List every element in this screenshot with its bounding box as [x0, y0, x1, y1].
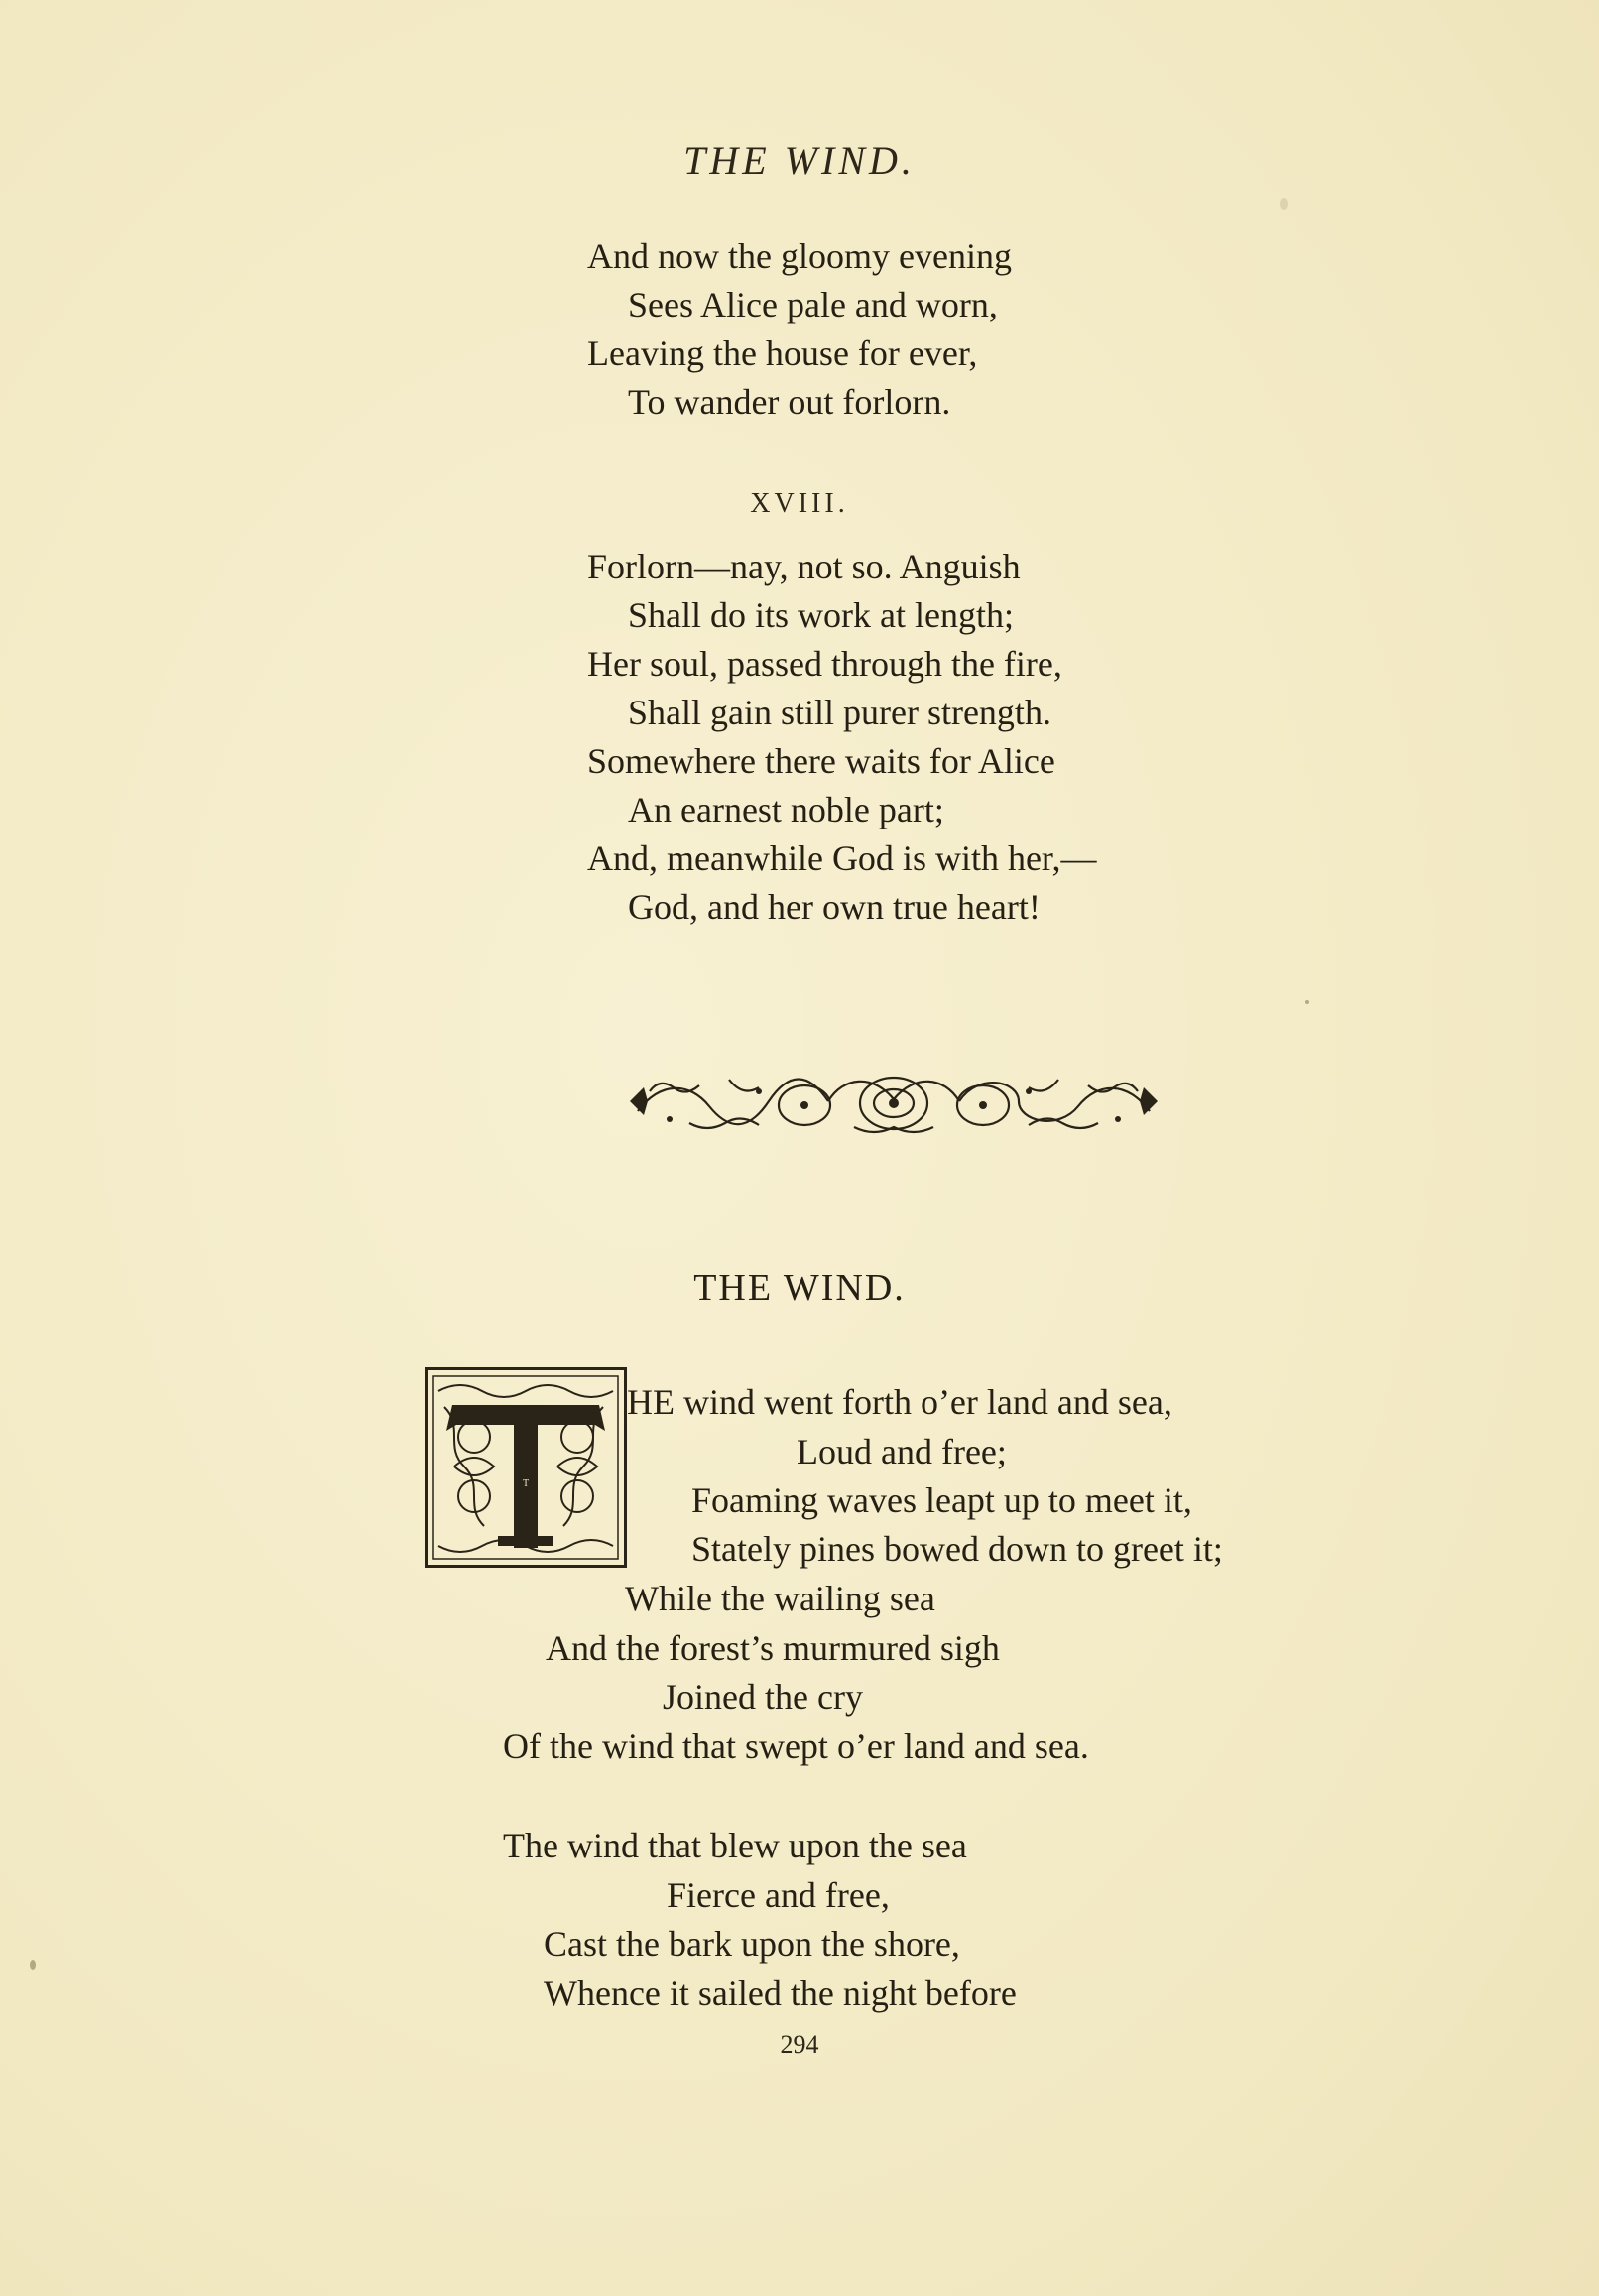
- poem-line: The wind that blew upon the sea: [503, 1826, 967, 1865]
- paper-speck: [1280, 198, 1288, 210]
- poem-line: Sees Alice pale and worn,: [628, 285, 998, 324]
- paper-speck: [1305, 1000, 1309, 1004]
- section-numeral: XVIII.: [750, 488, 849, 519]
- running-header: THE WIND.: [683, 138, 916, 183]
- poem-line: Shall do its work at length;: [628, 595, 1014, 635]
- poem-title: THE WIND.: [693, 1267, 906, 1309]
- poem-line: Loud and free;: [797, 1432, 1007, 1471]
- poem-line: Cast the bark upon the shore,: [544, 1924, 960, 1964]
- poem-line: And the forest’s murmured sigh: [546, 1628, 1000, 1668]
- paper-speck: [30, 1960, 36, 1970]
- poem-line: An earnest noble part;: [628, 790, 944, 829]
- poem-line: Somewhere there waits for Alice: [587, 741, 1055, 781]
- page-number: 294: [780, 2030, 819, 2059]
- drop-cap-ornament: [425, 1367, 627, 1568]
- drop-cap-letter: T: [522, 1478, 530, 1489]
- poem-line: To wander out forlorn.: [628, 382, 951, 422]
- poem-line: Foaming waves leapt up to meet it,: [691, 1480, 1192, 1520]
- poem-line: HE wind went forth o’er land and sea,: [627, 1382, 1172, 1422]
- poem-line: Whence it sailed the night before: [544, 1974, 1017, 2013]
- poem-line: Shall gain still purer strength.: [628, 693, 1051, 732]
- poem-line: Stately pines bowed down to greet it;: [691, 1529, 1223, 1569]
- decorative-ornament: [630, 1062, 1158, 1141]
- poem-line: God, and her own true heart!: [628, 887, 1041, 927]
- poem-line: And, meanwhile God is with her,—: [587, 838, 1097, 878]
- poem-line: Forlorn—nay, not so. Anguish: [587, 547, 1021, 586]
- poem-line: Joined the cry: [663, 1677, 863, 1717]
- poem-line: Of the wind that swept o’er land and sea.: [503, 1726, 1089, 1766]
- poem-line: While the wailing sea: [625, 1579, 935, 1618]
- poem-line: And now the gloomy evening: [587, 236, 1012, 276]
- poem-line: Her soul, passed through the fire,: [587, 644, 1062, 684]
- drop-cap: [425, 1367, 627, 1568]
- poem-line: Leaving the house for ever,: [587, 333, 978, 373]
- poem-line: Fierce and free,: [667, 1875, 890, 1915]
